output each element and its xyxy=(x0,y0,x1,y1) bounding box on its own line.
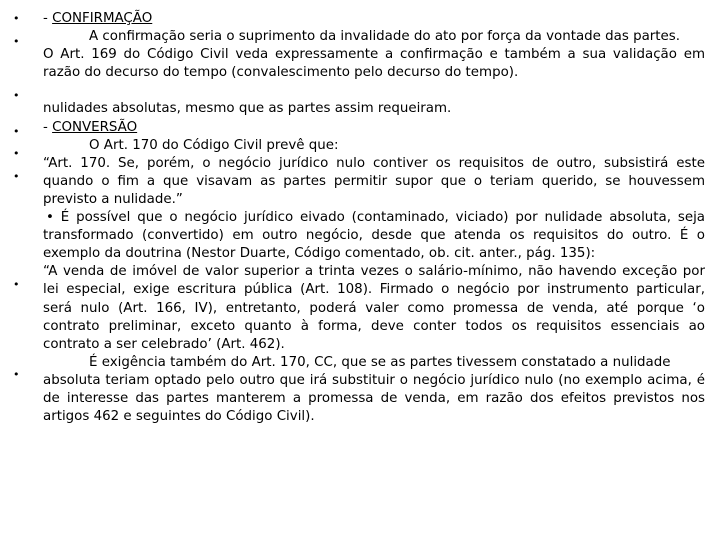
text-line: artigos 462 e seguintes do Código Civil). xyxy=(43,409,315,425)
list-bullet: • xyxy=(13,89,20,102)
text-line: de interesse das partes manterem a promessa de venda, em razão dos efeitos previstos nos xyxy=(43,390,705,406)
text-line: razão do decurso do tempo (convalescimento pelo decurso do tempo). xyxy=(43,65,519,81)
list-bullet: • xyxy=(13,170,20,183)
text-line: A confirmação seria o suprimento da invalidade do ato por força da vontade das partes. xyxy=(89,29,681,45)
text-line: transformado (convertido) em outro negócio, desde que atenda os requisitos do outro. É o xyxy=(43,228,705,244)
list-bullet: • xyxy=(13,147,20,160)
text-line: contrato a ser celebrado’ (Art. 462). xyxy=(43,336,285,352)
heading-prefix: - xyxy=(43,11,53,26)
text-line: exemplo da doutrina (Nestor Duarte, Código comentado, ob. cit. anter., pág. 135): xyxy=(43,246,596,262)
heading-title: CONVERSÃO xyxy=(52,119,138,135)
text-line: previsto a nulidade.” xyxy=(43,191,183,207)
text-line: “Art. 170. Se, porém, o negócio jurídico nulo contiver os requisitos de outro, subsistirá este xyxy=(43,155,705,171)
text-line: “A venda de imóvel de valor superior a trinta vezes o salário-mínimo, não havendo exceção por xyxy=(43,264,705,280)
heading-title: CONFIRMAÇÃO xyxy=(52,11,153,26)
section-heading xyxy=(43,119,705,137)
text-line: lei especial, exige escritura pública (Art. 108). Firmado o negócio por instrumento particular, xyxy=(43,282,705,298)
text-line: nulidades absolutas, mesmo que as partes assim requeiram. xyxy=(43,101,452,117)
bullet-column xyxy=(13,0,27,540)
text-line: contrato preliminar, exceto quanto à forma, deve conter todos os requisitos essenciais ao xyxy=(43,318,705,334)
heading-prefix: - xyxy=(43,119,53,135)
text-line: • É possível que o negócio jurídico eivado (contaminado, viciado) por nulidade absoluta, seja xyxy=(46,210,705,226)
list-bullet: • xyxy=(13,368,20,381)
text-line: será nulo (Art. 166, IV), entretanto, poderá valer como promessa de venda, até porque ‘o xyxy=(43,300,705,316)
list-bullet: • xyxy=(13,278,20,291)
text-line: O Art. 169 do Código Civil veda expressamente a confirmação e também a sua validação em xyxy=(43,47,705,63)
text-line: quando o fim a que visavam as partes permitir supor que o teriam querido, se houvessem xyxy=(43,173,705,189)
list-bullet: • xyxy=(13,12,20,25)
list-bullet: • xyxy=(13,35,20,48)
document-body xyxy=(43,10,705,426)
text-line xyxy=(43,82,705,100)
text-line: O Art. 170 do Código Civil prevê que: xyxy=(89,137,339,153)
text-line: É exigência também do Art. 170, CC, que se as partes tivessem constatado a nulidade xyxy=(89,354,671,370)
list-bullet: • xyxy=(13,125,20,138)
section-heading xyxy=(43,10,705,28)
text-line: absoluta teriam optado pelo outro que irá substituir o negócio jurídico nulo (no exemplo acima, é xyxy=(43,372,705,388)
